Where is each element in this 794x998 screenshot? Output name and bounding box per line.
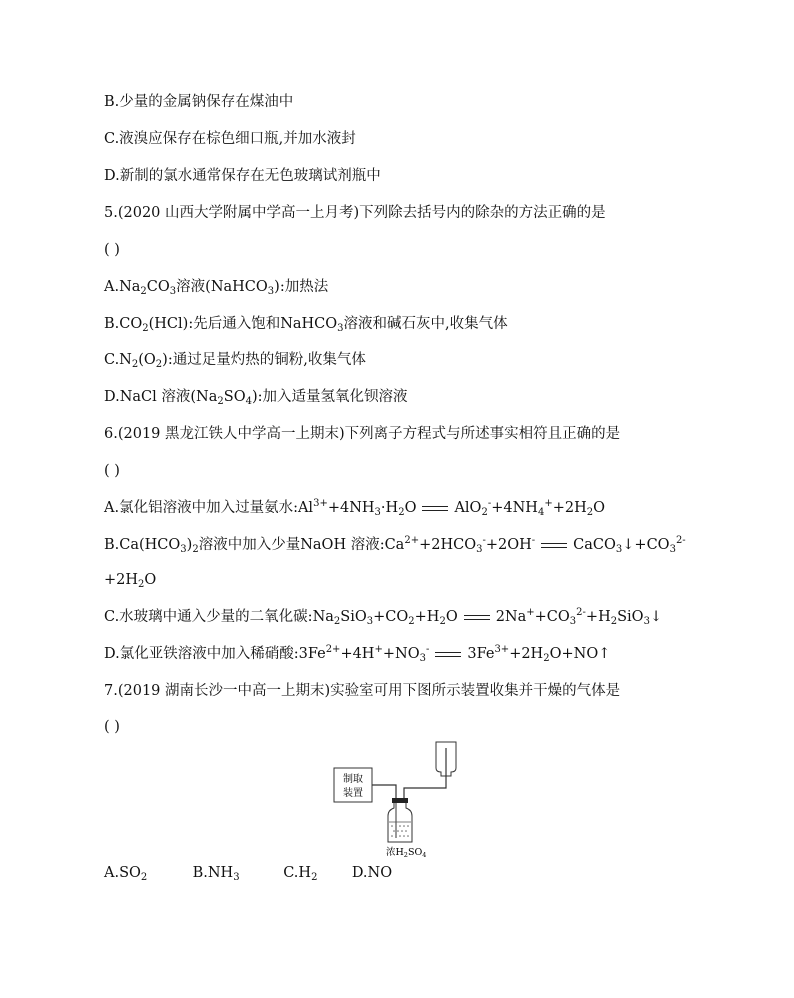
q7-options bbox=[104, 863, 392, 883]
q6-option-c: C.水玻璃中通入少量的二氧化碳$:Na_2SiO_3+CO_2+H_2O$ $2Na^++CO_3^{2-}+H_2SiO_3↓$ bbox=[104, 607, 663, 627]
q6-option-b-continued: $+2H_2O$ bbox=[104, 572, 157, 590]
reaction-equals-sign bbox=[464, 615, 490, 620]
generator-label-line2: 装置 bbox=[343, 788, 363, 799]
q7-option-b: $B.NH_3$ bbox=[192, 865, 240, 883]
q4-option-d: D.新制的氯水通常保存在无色玻璃试剂瓶中 bbox=[104, 168, 381, 184]
q6-stem: 6.(2019 黑龙江铁人中学高一上期末)下列离子方程式与所述事实相符且正确的是 bbox=[104, 426, 621, 442]
gas-collection-apparatus-diagram bbox=[330, 738, 470, 860]
q7-option-c: $C.H_2$ bbox=[283, 865, 318, 883]
reaction-equals-sign bbox=[541, 543, 567, 548]
q7-option-a: $A.SO_2$ bbox=[104, 865, 148, 883]
q6-answer-blank: ( ) bbox=[104, 463, 120, 479]
q4-option-c: C.液溴应保存在棕色细口瓶,并加水液封 bbox=[104, 131, 356, 147]
q5-option-c: $C.N_2(O_2)$:通过足量灼热的铜粉,收集气体 bbox=[104, 352, 366, 370]
q5-answer-blank: ( ) bbox=[104, 242, 120, 258]
drying-agent-label: 浓$H_2SO_4$ bbox=[386, 847, 427, 859]
reaction-equals-sign bbox=[435, 652, 461, 657]
outlet-tube bbox=[404, 770, 446, 800]
q6-option-b: $B.Ca(HCO_3)_2$溶液中加入少量NaOH 溶液$:Ca^{2+}+2HCO_3^-+2OH^-$ $CaCO_3↓+CO_3^{2-}$ bbox=[104, 535, 686, 555]
generator-label-line1: 制取 bbox=[343, 774, 363, 785]
q5-stem: 5.(2020 山西大学附属中学高一上月考)下列除去括号内的除杂的方法正确的是 bbox=[104, 205, 606, 221]
q5-option-d: D.NaCl 溶液$(Na_2SO_4)$:加入适量氢氧化钡溶液 bbox=[104, 389, 408, 407]
q7-answer-blank: ( ) bbox=[104, 719, 120, 735]
stopper bbox=[392, 798, 408, 803]
q7-option-d: D.NO bbox=[351, 865, 393, 881]
q6-option-d: D.氯化亚铁溶液中加入稀硝酸$:3Fe^{2+}+4H^++NO_3^-$ $3Fe^{3+}+2H_2O+NO↑$ bbox=[104, 644, 611, 664]
q6-option-a: A.氯化铝溶液中加入过量氨水$:Al^{3+}+4NH_3\cdot H_2O$ $AlO_2^-+4NH_4^++2H_2O$ bbox=[104, 498, 605, 518]
inlet-tube bbox=[372, 785, 396, 800]
q4-option-b: B.少量的金属钠保存在煤油中 bbox=[104, 94, 294, 110]
reaction-equals-sign bbox=[422, 506, 448, 511]
q7-stem: 7.(2019 湖南长沙一中高一上期末)实验室可用下图所示装置收集并干燥的气体是 bbox=[104, 683, 621, 699]
q5-option-b: $B.CO_2(HCl)$:先后通入饱和NaHCO$_3$溶液和碱石灰中,收集气体 bbox=[104, 316, 508, 334]
q5-option-a: $A.Na_2CO_3$溶液(NaHCO$_3$):加热法 bbox=[104, 279, 329, 297]
